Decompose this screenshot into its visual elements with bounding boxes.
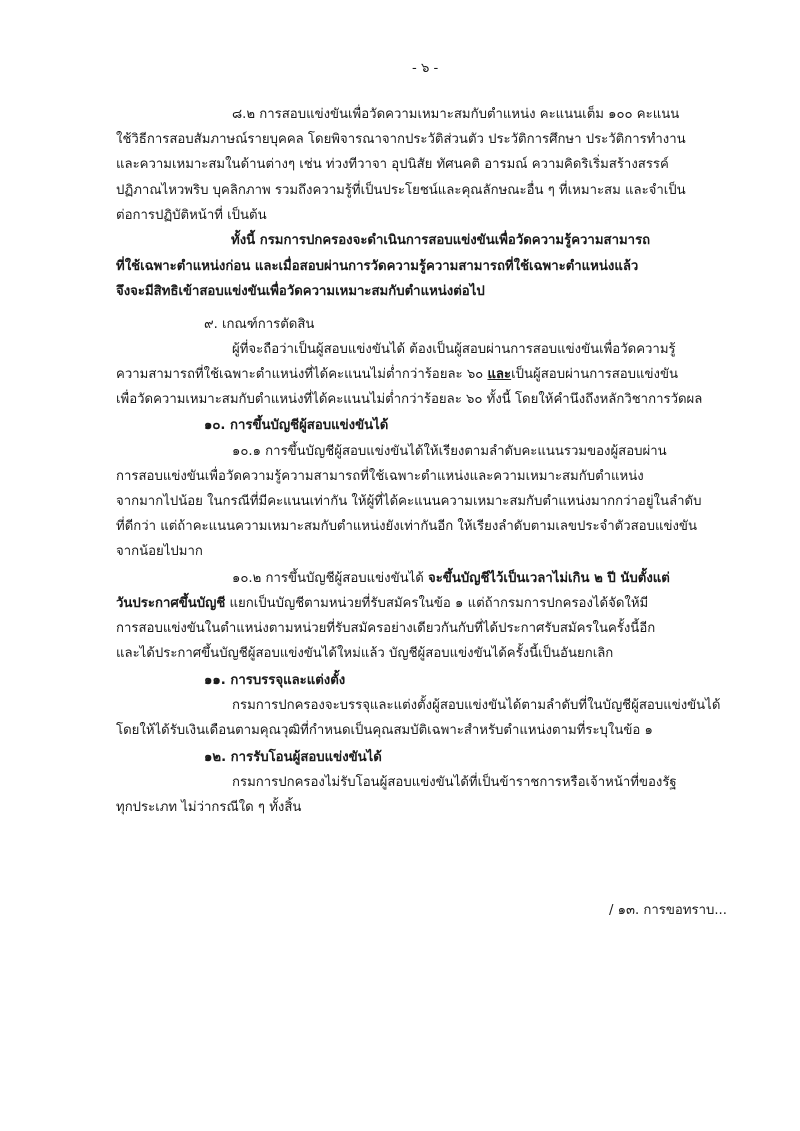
note-line: ที่ใช้เฉพาะตำแหน่งก่อน และเมื่อสอบผ่านการวัดความรู้ความสามารถที่ใช้เฉพาะตำแหน่งแล้ว bbox=[116, 259, 639, 274]
paragraph-line: จากน้อยไปมาก bbox=[116, 544, 203, 559]
paragraph-line: ที่ดีกว่า แต่ถ้าคะแนนความเหมาะสมกับตำแหน่งยังเท่ากันอีก ให้เรียงลำดับตามเลขประจำตัวสอบแข่งขัน bbox=[116, 519, 697, 534]
paragraph-line: โดยให้ได้รับเงินเดือนตามคุณวุฒิที่กำหนดเป็นคุณสมบัติเฉพาะสำหรับตำแหน่งตามที่ระบุในข้อ ๑ bbox=[116, 723, 653, 738]
paragraph-line bbox=[116, 595, 648, 613]
text-segment: ๑๐.๒ การขึ้นบัญชีผู้สอบแข่งขันได้ bbox=[232, 571, 428, 586]
paragraph-line: ใช้วิธีการสอบสัมภาษณ์รายบุคคล โดยพิจารณาจากประวัติส่วนตัว ประวัติการศึกษา ประวัติการทำงาน bbox=[116, 132, 686, 147]
paragraph-line: ต่อการปฏิบัติหน้าที่ เป็นต้น bbox=[116, 208, 267, 223]
page-number: - ๖ - bbox=[412, 61, 439, 76]
continuation-note: / ๑๓. การขอทราบ... bbox=[609, 903, 727, 918]
text-segment: ความสามารถที่ใช้เฉพาะตำแหน่งที่ได้คะแนนไม่ต่ำกว่าร้อยละ ๖๐ bbox=[116, 367, 488, 382]
section-heading: ๙. เกณฑ์การตัดสิน bbox=[204, 317, 315, 332]
paragraph-line: ผู้ที่จะถือว่าเป็นผู้สอบแข่งขันได้ ต้องเป็นผู้สอบผ่านการสอบแข่งขันเพื่อวัดความรู้ bbox=[232, 342, 676, 357]
paragraph-line: เพื่อวัดความเหมาะสมกับตำแหน่งที่ได้คะแนนไม่ต่ำกว่าร้อยละ ๖๐ ทั้งนี้ โดยให้คำนึงถึงหลักวิชาการวัดผล bbox=[116, 392, 703, 407]
bold-segment: จะขึ้นบัญชีไว้เป็นเวลาไม่เกิน ๒ ปี นับตั้งแต่ bbox=[428, 571, 670, 586]
underlined-and: และ bbox=[487, 367, 512, 382]
bold-segment: วันประกาศขึ้นบัญชี bbox=[116, 596, 226, 611]
note-line: ทั้งนี้ กรมการปกครองจะดำเนินการสอบแข่งขันเพื่อวัดความรู้ความสามารถ bbox=[231, 233, 651, 248]
paragraph-line: กรมการปกครองไม่รับโอนผู้สอบแข่งขันได้ที่เป็นข้าราชการหรือเจ้าหน้าที่ของรัฐ bbox=[232, 775, 677, 790]
paragraph-line: และได้ประกาศขึ้นบัญชีผู้สอบแข่งขันได้ใหม่แล้ว บัญชีผู้สอบแข่งขันได้ครั้งนี้เป็นอันยกเลิก bbox=[116, 646, 614, 661]
section-heading: ๑๑. การบรรจุและแต่งตั้ง bbox=[204, 673, 346, 688]
paragraph-line: กรมการปกครองจะบรรจุและแต่งตั้งผู้สอบแข่งขันได้ตามลำดับที่ในบัญชีผู้สอบแข่งขันได้ bbox=[232, 698, 721, 713]
paragraph-line: จากมากไปน้อย ในกรณีที่มีคะแนนเท่ากัน ให้ผู้ที่ได้คะแนนความเหมาะสมกับตำแหน่งมากกว่าอยู่ในลำดับ bbox=[116, 494, 702, 509]
paragraph-line: ๑๐.๑ การขึ้นบัญชีผู้สอบแข่งขันได้ให้เรียงตามลำดับคะแนนรวมของผู้สอบผ่าน bbox=[232, 444, 667, 459]
paragraph-line bbox=[232, 570, 670, 588]
text-segment: แยกเป็นบัญชีตามหน่วยที่รับสมัครในข้อ ๑ แต่ถ้ากรมการปกครองได้จัดให้มี bbox=[225, 596, 649, 611]
paragraph-line: การสอบแข่งขันเพื่อวัดความรู้ความสามารถที่ใช้เฉพาะตำแหน่งและความเหมาะสมกับตำแหน่ง bbox=[116, 469, 644, 484]
text-segment: เป็นผู้สอบผ่านการสอบแข่งขัน bbox=[511, 367, 679, 382]
section-heading: ๑๒. การรับโอนผู้สอบแข่งขันได้ bbox=[204, 750, 382, 765]
paragraph-line: และความเหมาะสมในด้านต่างๆ เช่น ท่วงทีวาจา อุปนิสัย ทัศนคติ อารมณ์ ความคิดริเริ่มสร้างสรรค์ bbox=[116, 157, 669, 172]
paragraph-line: ๘.๒ การสอบแข่งขันเพื่อวัดความเหมาะสมกับตำแหน่ง คะแนนเต็ม ๑๐๐ คะแนน bbox=[232, 107, 680, 122]
paragraph-line: ปฏิภาณไหวพริบ บุคลิกภาพ รวมถึงความรู้ที่เป็นประโยชน์และคุณลักษณะอื่น ๆ ที่เหมาะสม และจำเป็น bbox=[116, 183, 686, 198]
section-heading: ๑๐. การขึ้นบัญชีผู้สอบแข่งขันได้ bbox=[204, 418, 389, 433]
paragraph-line: การสอบแข่งขันในตำแหน่งตามหน่วยที่รับสมัครอย่างเดียวกันกับที่ได้ประกาศรับสมัครในครั้งนี้อีก bbox=[116, 621, 656, 636]
note-line: จึงจะมีสิทธิเข้าสอบแข่งขันเพื่อวัดความเหมาะสมกับตำแหน่งต่อไป bbox=[116, 284, 485, 299]
paragraph-line bbox=[116, 366, 678, 384]
paragraph-line: ทุกประเภท ไม่ว่ากรณีใด ๆ ทั้งสิ้น bbox=[116, 800, 302, 815]
